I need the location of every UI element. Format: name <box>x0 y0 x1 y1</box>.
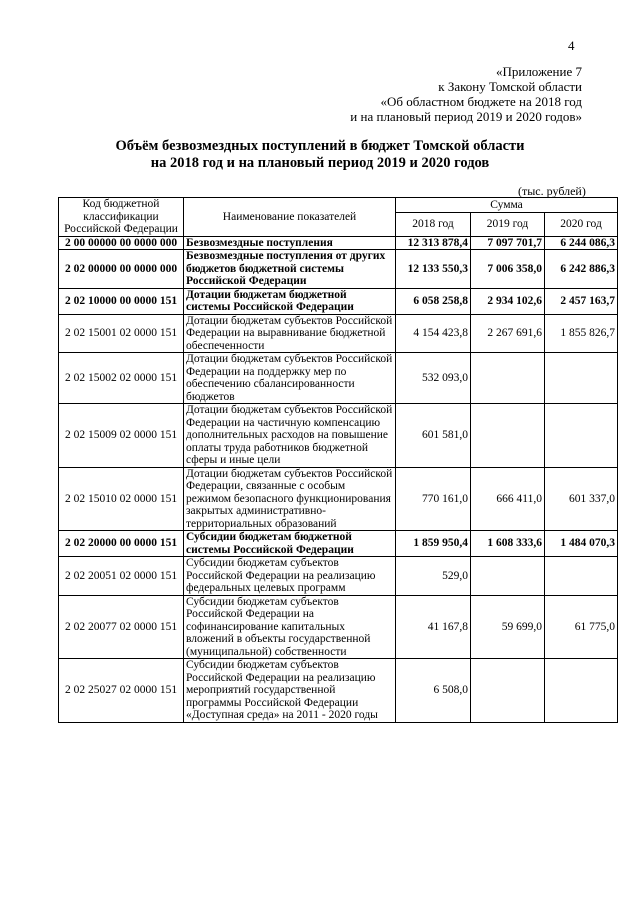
row-name: Субсидии бюджетам субъектов Российской Федерации на софинансирование капитальных вложений в объекты государственной (муниципальной) собственности <box>184 595 396 659</box>
row-name: Безвозмездные поступления <box>184 236 396 250</box>
document-title <box>0 138 640 172</box>
row-value-2018: 4 154 423,8 <box>396 314 471 353</box>
table-row <box>59 467 618 531</box>
header-year-2018: 2018 год <box>396 212 471 236</box>
row-name: Субсидии бюджетам субъектов Российской Федерации на реализацию мероприятий государственной программы Российской Федерации «Доступная среда» на 2011 - 2020 годы <box>184 659 396 723</box>
row-value-2020 <box>545 404 618 468</box>
row-code: 2 02 15002 02 0000 151 <box>59 353 184 404</box>
row-value-2019 <box>471 659 545 723</box>
row-value-2019: 666 411,0 <box>471 467 545 531</box>
row-value-2019: 2 934 102,6 <box>471 288 545 314</box>
row-value-2019: 7 097 701,7 <box>471 236 545 250</box>
row-value-2020: 2 457 163,7 <box>545 288 618 314</box>
row-code: 2 02 15010 02 0000 151 <box>59 467 184 531</box>
row-name: Субсидии бюджетам субъектов Российской Федерации на реализацию федеральных целевых программ <box>184 557 396 596</box>
row-code: 2 02 15001 02 0000 151 <box>59 314 184 353</box>
row-name: Дотации бюджетам субъектов Российской Федерации, связанные с особым режимом безопасного функционирования закрытых административно-территориальных образований <box>184 467 396 531</box>
page-number: 4 <box>568 38 575 53</box>
row-name: Дотации бюджетам субъектов Российской Федерации на частичную компенсацию дополнительных расходов на повышение оплаты труда работников бюджетной сферы и иные цели <box>184 404 396 468</box>
row-name: Безвозмездные поступления от других бюджетов бюджетной системы Российской Федерации <box>184 250 396 289</box>
annex-line: «Приложение 7 <box>495 64 582 79</box>
row-value-2018: 601 581,0 <box>396 404 471 468</box>
row-code: 2 02 20077 02 0000 151 <box>59 595 184 659</box>
annex-line: к Закону Томской области <box>438 79 582 94</box>
header-code: Код бюджетной классификации Российской Федерации <box>59 198 184 237</box>
row-code: 2 00 00000 00 0000 000 <box>59 236 184 250</box>
row-value-2018: 1 859 950,4 <box>396 531 471 557</box>
table-row <box>59 659 618 723</box>
header-year-2019: 2019 год <box>471 212 545 236</box>
row-value-2019: 2 267 691,6 <box>471 314 545 353</box>
row-value-2020 <box>545 353 618 404</box>
row-value-2018: 770 161,0 <box>396 467 471 531</box>
row-name: Дотации бюджетам субъектов Российской Федерации на поддержку мер по обеспечению сбалансированности бюджетов <box>184 353 396 404</box>
row-value-2019: 1 608 333,6 <box>471 531 545 557</box>
row-value-2018: 529,0 <box>396 557 471 596</box>
row-value-2020: 1 484 070,3 <box>545 531 618 557</box>
row-value-2020: 61 775,0 <box>545 595 618 659</box>
row-code: 2 02 10000 00 0000 151 <box>59 288 184 314</box>
row-value-2018: 41 167,8 <box>396 595 471 659</box>
table-row <box>59 404 618 468</box>
row-value-2020: 1 855 826,7 <box>545 314 618 353</box>
table-row <box>59 557 618 596</box>
row-code: 2 02 15009 02 0000 151 <box>59 404 184 468</box>
row-value-2018: 6 058 258,8 <box>396 288 471 314</box>
row-value-2020: 6 244 086,3 <box>545 236 618 250</box>
row-value-2019 <box>471 404 545 468</box>
title-line: Объём безвозмездных поступлений в бюджет Томской области <box>115 138 525 154</box>
header-name: Наименование показателей <box>184 198 396 237</box>
budget-table <box>58 197 618 723</box>
row-value-2019: 7 006 358,0 <box>471 250 545 289</box>
row-value-2019 <box>471 353 545 404</box>
row-value-2020: 601 337,0 <box>545 467 618 531</box>
table-row <box>59 531 618 557</box>
annex-reference <box>350 64 582 124</box>
table-row <box>59 595 618 659</box>
row-value-2020: 6 242 886,3 <box>545 250 618 289</box>
row-value-2018: 12 313 878,4 <box>396 236 471 250</box>
row-name: Дотации бюджетам субъектов Российской Федерации на выравнивание бюджетной обеспеченности <box>184 314 396 353</box>
row-value-2020 <box>545 557 618 596</box>
row-name: Субсидии бюджетам бюджетной системы Российской Федерации <box>184 531 396 557</box>
annex-line: и на плановый период 2019 и 2020 годов» <box>350 109 582 124</box>
table-row <box>59 288 618 314</box>
table-row <box>59 250 618 289</box>
row-value-2019: 59 699,0 <box>471 595 545 659</box>
header-year-2020: 2020 год <box>545 212 618 236</box>
row-value-2018: 532 093,0 <box>396 353 471 404</box>
row-name: Дотации бюджетам бюджетной системы Российской Федерации <box>184 288 396 314</box>
row-value-2018: 6 508,0 <box>396 659 471 723</box>
units-note: (тыс. рублей) <box>518 184 586 198</box>
row-code: 2 02 00000 00 0000 000 <box>59 250 184 289</box>
row-code: 2 02 20000 00 0000 151 <box>59 531 184 557</box>
row-value-2018: 12 133 550,3 <box>396 250 471 289</box>
row-code: 2 02 25027 02 0000 151 <box>59 659 184 723</box>
row-code: 2 02 20051 02 0000 151 <box>59 557 184 596</box>
table-row <box>59 353 618 404</box>
table-row <box>59 314 618 353</box>
table-row <box>59 236 618 250</box>
title-line: на 2018 год и на плановый период 2019 и 2020 годов <box>150 155 490 171</box>
row-value-2019 <box>471 557 545 596</box>
header-sum: Сумма <box>396 198 618 213</box>
row-value-2020 <box>545 659 618 723</box>
annex-line: «Об областном бюджете на 2018 год <box>380 94 582 109</box>
table-body <box>59 236 618 722</box>
